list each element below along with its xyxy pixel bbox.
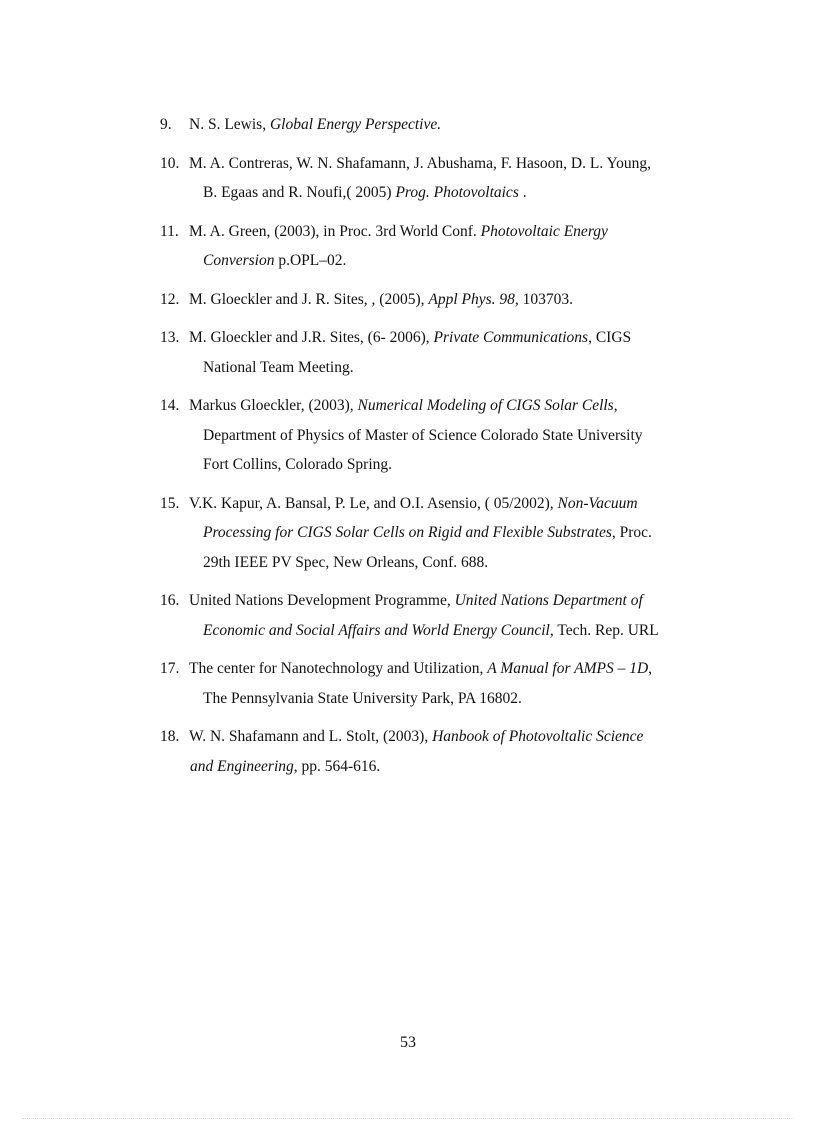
page-bottom-divider (22, 1118, 794, 1119)
reference-text: M. A. Contreras, W. N. Shafamann, J. Abushama, F. Hasoon, D. L. Young, (189, 154, 652, 172)
reference-title: Global Energy Perspective. (269, 116, 442, 133)
reference-line (160, 489, 738, 519)
reference-text: Department of Physics of Master of Science Colorado State University (203, 426, 643, 444)
reference-list (160, 110, 738, 790)
reference-line (160, 323, 738, 353)
reference-text: , Proc. (611, 524, 652, 541)
reference-item (160, 149, 738, 208)
reference-number: 10. (160, 154, 180, 172)
reference-item (160, 323, 738, 382)
reference-item (160, 654, 738, 713)
reference-text: M. Gloeckler and J. R. Sites, , (2005), (189, 290, 429, 308)
reference-text: Fort Collins, Colorado Spring. (203, 456, 393, 473)
reference-line (160, 752, 738, 782)
reference-line (160, 586, 738, 616)
reference-item (160, 586, 738, 645)
reference-number: 17. (160, 660, 180, 677)
reference-text: Markus Gloeckler, (2003), (189, 397, 358, 414)
reference-number: 11. (160, 222, 179, 240)
reference-number: 14. (160, 397, 180, 414)
reference-number: 15. (160, 494, 180, 512)
reference-text: The center for Nanotechnology and Utilization, (189, 660, 488, 677)
reference-text: , 103703. (514, 290, 574, 308)
reference-line (160, 684, 738, 714)
reference-number: 16. (160, 592, 180, 609)
reference-text: , Tech. Rep. URL (549, 621, 659, 639)
reference-line (160, 285, 738, 315)
reference-text: B. Egaas and R. Noufi,( 2005) (203, 184, 396, 201)
reference-line (160, 722, 738, 752)
page-number: 53 (400, 1034, 416, 1051)
reference-text: The Pennsylvania State University Park, PA 16802. (203, 689, 522, 707)
reference-number: 9. (160, 116, 172, 133)
reference-title: Conversion (203, 252, 275, 269)
reference-number: 12. (160, 290, 180, 308)
reference-title: Numerical Modeling of CIGS Solar Cells (357, 397, 614, 414)
reference-item (160, 722, 738, 781)
reference-line (160, 178, 738, 208)
reference-line (160, 391, 738, 421)
reference-title: and Engineering (190, 757, 294, 775)
reference-text: V.K. Kapur, A. Bansal, P. Le, and O.I. Asensio, ( 05/2002), (189, 494, 558, 512)
reference-line (160, 246, 738, 276)
reference-line (160, 149, 738, 179)
reference-title: A Manual for AMPS – 1D (487, 660, 649, 677)
reference-line (160, 654, 738, 684)
reference-title: Prog. Photovoltaics (395, 184, 519, 201)
reference-title: Non-Vacuum (557, 494, 638, 512)
reference-title: Hanbook of Photovoltalic Science (432, 728, 644, 745)
reference-item (160, 217, 738, 276)
reference-text: N. S. Lewis, (189, 116, 270, 133)
reference-text: , pp. 564-616. (293, 757, 381, 775)
reference-title: Private Communications (433, 329, 589, 346)
reference-line (160, 217, 738, 247)
reference-line (160, 616, 738, 646)
reference-line (160, 518, 738, 548)
reference-item (160, 489, 738, 578)
reference-line (160, 421, 738, 451)
reference-item (160, 391, 738, 480)
reference-line (160, 548, 738, 578)
reference-text: 29th IEEE PV Spec, New Orleans, Conf. 688. (203, 553, 489, 571)
reference-title: United Nations Department of (454, 592, 643, 609)
reference-title: Processing for CIGS Solar Cells on Rigid and Flexible Substrates (203, 524, 612, 541)
reference-line (160, 110, 738, 140)
reference-text: , (648, 660, 653, 677)
reference-text: United Nations Development Programme, (189, 592, 455, 609)
reference-line (160, 353, 738, 383)
reference-number: 18. (160, 728, 180, 745)
reference-text: M. Gloeckler and J.R. Sites, (6- 2006), (189, 329, 434, 346)
reference-item (160, 110, 738, 140)
reference-title: Photovoltaic Energy (480, 222, 608, 240)
reference-item (160, 285, 738, 315)
reference-text: p.OPL–02. (274, 252, 347, 269)
reference-title: Appl Phys. 98 (428, 290, 515, 308)
reference-text: M. A. Green, (2003), in Proc. 3rd World Conf. (189, 222, 481, 240)
reference-text: , CIGS (588, 329, 632, 346)
reference-text: National Team Meeting. (203, 358, 354, 376)
reference-line (160, 450, 738, 480)
reference-text: W. N. Shafamann and L. Stolt, (2003), (189, 728, 433, 745)
reference-title: Economic and Social Affairs and World Energy Council (203, 621, 550, 639)
reference-text: . (518, 184, 527, 201)
reference-number: 13. (160, 329, 180, 346)
reference-text: , (613, 397, 618, 414)
